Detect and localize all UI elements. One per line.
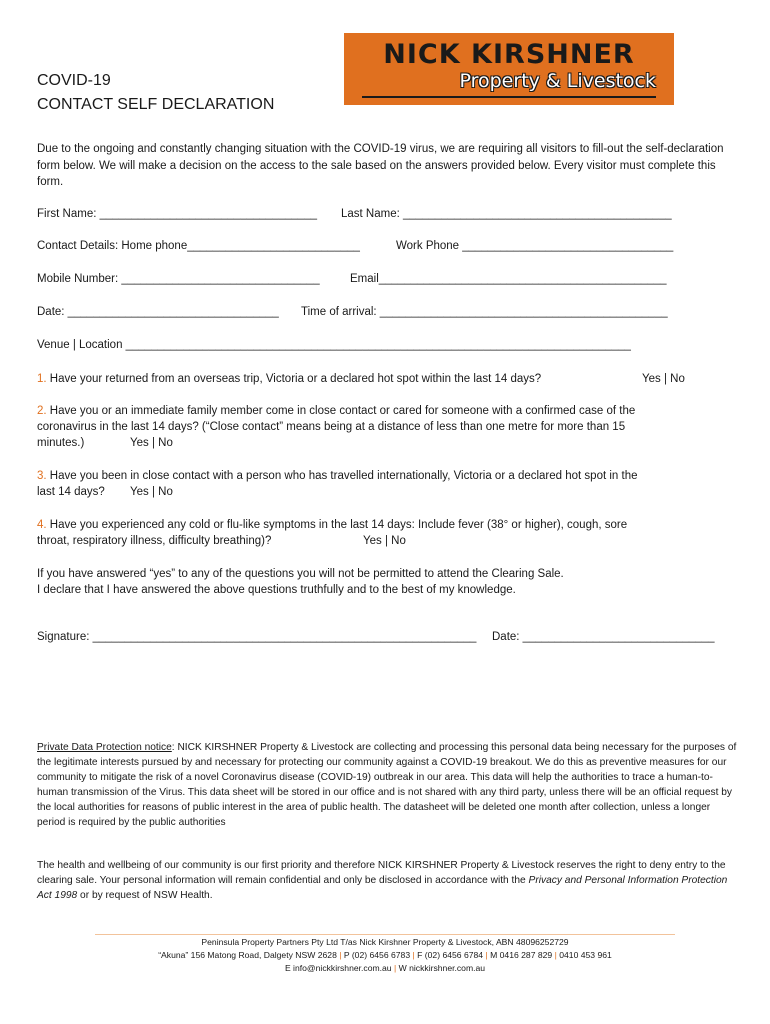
footer-separator: | (339, 950, 342, 960)
privacy-notice (37, 740, 737, 830)
footer-email[interactable]: E info@nickkirshner.com.au (284, 963, 392, 973)
signature-field[interactable]: Signature: ____________________________________________________________ (37, 631, 477, 643)
question-3-line-2: last 14 days? (37, 486, 105, 498)
question-4-line-1 (37, 517, 627, 534)
footer-separator: | (412, 950, 415, 960)
question-2-line-1 (37, 403, 635, 420)
question-4-line-2: throat, respiratory illness, difficulty breathing)? (37, 535, 272, 547)
question-1-answer[interactable]: Yes | No (642, 373, 685, 385)
question-number: 1. (37, 373, 47, 385)
question-text: Have you or an immediate family member come in close contact or cared for someone with a confirmed case of the (49, 405, 636, 417)
last-name-field[interactable]: Last Name: __________________________________________ (341, 208, 672, 220)
question-text: Have your returned from an overseas trip, Victoria or a declared hot spot within the last 14 days? (49, 373, 542, 385)
signature-date-field[interactable]: Date: ______________________________ (492, 631, 715, 643)
time-of-arrival-field[interactable]: Time of arrival: _____________________________________________ (301, 306, 668, 318)
question-4-answer[interactable]: Yes | No (363, 535, 406, 547)
question-number: 3. (37, 470, 47, 482)
date-field[interactable]: Date: _________________________________ (37, 306, 279, 318)
privacy-heading: Private Data Protection notice (37, 742, 172, 753)
intro-paragraph: Due to the ongoing and constantly changing situation with the COVID-19 virus, we are requiring all visitors to fill-out the self-declaration form below. We will make a decision on the access to the sale based on the answers provided below. Every visitor must complete this form. (37, 143, 724, 188)
statement-line-1: If you have answered “yes” to any of the questions you will not be permitted to attend the Clearing Sale. (37, 568, 564, 580)
question-3-answer[interactable]: Yes | No (130, 486, 173, 498)
home-phone-field[interactable]: Contact Details: Home phone___________________________ (37, 240, 360, 252)
footer-line-3 (0, 962, 770, 975)
statement-line-2: I declare that I have answered the above questions truthfully and to the best of my knowledge. (37, 584, 516, 596)
question-text: Have you experienced any cold or flu-like symptoms in the last 14 days: Include fever (38° or higher), cough, sore (49, 519, 628, 531)
venue-location-field[interactable]: Venue | Location _______________________________________________________________________________ (37, 339, 631, 351)
footer-web[interactable]: W nickkirshner.com.au (398, 963, 486, 973)
footer-mobile-2: 0410 453 961 (559, 950, 612, 960)
title-line-1: COVID-19 (37, 72, 111, 89)
logo-subtitle: Property & Livestock (459, 70, 656, 92)
question-text: Have you been in close contact with a person who has travelled internationally, Victoria or a declared hot spot in the (49, 470, 638, 482)
question-number: 2. (37, 405, 47, 417)
work-phone-field[interactable]: Work Phone _________________________________ (396, 240, 674, 252)
question-number: 4. (37, 519, 47, 531)
footer-separator: | (393, 963, 397, 973)
footer-separator: | (485, 950, 488, 960)
privacy-body: : NICK KIRSHNER Property & Livestock are collecting and processing this personal data being necessary for the purposes of the legitimate interests pursued by and necessary for protecting our community against a COVID-19 breakout. We do this as preventive measures for our community to mitigate the risk of a novel Coronavirus disease (COVID-19) outbreak in our area. This data will help the authorities to trace a human-to-human transmission of the Virus. This data sheet will be stored in our office and is not shared with any third party, unless there will be an official request by the local authorities for reasons of public interest in the area of public health. The datasheet will be deleted one month after collection, unless a longer period is required by the public authorities (37, 742, 737, 828)
health-notice (37, 858, 737, 903)
footer-address: “Akuna” 156 Matong Road, Dalgety NSW 2628 (158, 950, 337, 960)
footer-separator: | (554, 950, 557, 960)
health-text-2: or by request of NSW Health. (77, 890, 213, 901)
footer-mobile: M 0416 287 829 (490, 950, 553, 960)
footer-line-1: Peninsula Property Partners Pty Ltd T/as Nick Kirshner Property & Livestock, ABN 48096252729 (201, 937, 569, 947)
question-2-answer[interactable]: Yes | No (130, 437, 173, 449)
title-line-2: CONTACT SELF DECLARATION (37, 96, 275, 113)
first-name-field[interactable]: First Name: __________________________________ (37, 208, 318, 220)
footer-phone: P (02) 6456 6783 (343, 950, 411, 960)
footer-fax: F (02) 6456 6784 (417, 950, 484, 960)
email-field[interactable]: Email_____________________________________________ (350, 273, 667, 285)
footer-divider (95, 934, 675, 935)
footer-line-2 (0, 949, 770, 962)
health-text-1: The health and wellbeing of our community is our first priority and therefore NICK KIRSHNER Property & Livestock reserves the right to deny entry to the clearing sale. Your personal information will remain confidential and only be disclosed in accordance with the (37, 860, 726, 886)
privacy-act-name: Privacy and Personal Information Protection Act 1998 (37, 875, 728, 901)
logo-name: NICK KIRSHNER (383, 39, 635, 70)
question-3-line-1 (37, 468, 638, 485)
company-logo (344, 33, 674, 105)
question-2-line-3: minutes.) (37, 437, 85, 449)
logo-underline (362, 96, 656, 98)
question-2-line-2: coronavirus in the last 14 days? (“Close contact” means being at a distance of less than one metre for more than 15 (37, 421, 626, 433)
mobile-number-field[interactable]: Mobile Number: _______________________________ (37, 273, 320, 285)
